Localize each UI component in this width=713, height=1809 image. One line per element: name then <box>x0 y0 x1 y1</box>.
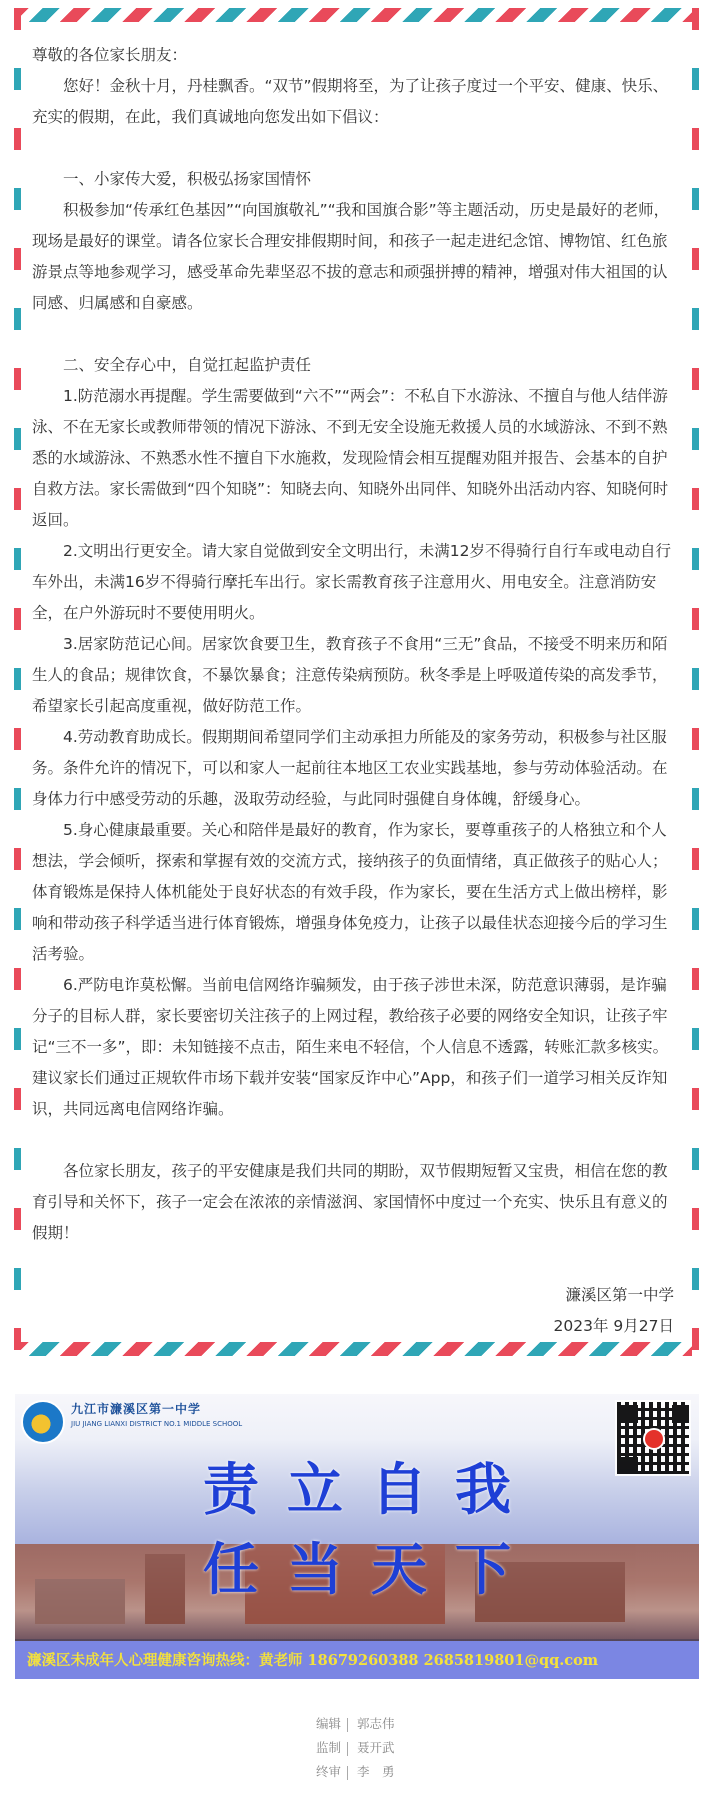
credit-row <box>0 1714 713 1738</box>
school-logo-icon <box>21 1400 65 1444</box>
greeting: 尊敬的各位家长朋友： <box>32 46 188 64</box>
intro-paragraph: 您好！金秋十月，丹桂飘香。“双节”假期将至，为了让孩子度过一个平安、健康、快乐、充实的假期，在此，我们真诚地向您发出如下倡议： <box>32 77 669 126</box>
slogan-line-2: 任当天下 <box>203 1537 539 1603</box>
spacer <box>32 319 680 350</box>
section-1-body: 积极参加“传承红色基因”“向国旗敬礼”“我和国旗合影”等主题活动，历史是最好的老师，现场是最好的课堂。请各位家长合理安排假期时间，和孩子一起走进纪念馆、博物馆、红色旅游景点等地参观学习，感受革命先辈坚忍不拔的意志和顽强拼搏的精神，增强对伟大祖国的认同感、归属感和自豪感。 <box>32 201 670 312</box>
spacer <box>32 1125 680 1156</box>
slogan-line-1: 责立自我 <box>203 1457 539 1523</box>
credit-name: 聂开武 <box>357 1740 395 1755</box>
letter-card <box>14 8 699 1356</box>
safety-item: 1.防范溺水再提醒。学生需要做到“六不”“两会”：不私自下水游泳、不擅自与他人结伴游泳、不在无家长或教师带领的情况下游泳、不到无安全设施无救援人员的水域游泳、不到不熟悉的水域游泳、不熟悉水性不擅自下水施救，发现险情会相互提醒劝阻并报告、会基本的自护自救方法。家长需做到“四个知晓”：知晓去向、知晓外出同伴、知晓外出活动内容、知晓何时返回。 <box>32 387 669 529</box>
airmail-border-top <box>14 8 699 22</box>
credit-name: 郭志伟 <box>357 1716 395 1731</box>
section-1-title: 一、小家传大爱，积极弘扬家国情怀 <box>63 170 312 188</box>
school-banner <box>15 1394 699 1679</box>
safety-item: 4.劳动教育助成长。假期期间希望同学们主动承担力所能及的家务劳动，积极参与社区服务。条件允许的情况下，可以和家人一起前往本地区工农业实践基地，参与劳动体验活动。在身体力行中感受劳动的乐趣，汲取劳动经验，与此同时强健自身体魄，舒缓身心。 <box>32 728 668 808</box>
school-name-en: JIU JIANG LIANXI DISTRICT NO.1 MIDDLE SCHOOL <box>71 1420 243 1428</box>
airmail-border-bottom <box>14 1342 699 1356</box>
spacer <box>32 133 680 164</box>
spacer <box>32 1249 680 1280</box>
school-name: 九江市濂溪区第一中学 <box>71 1402 202 1416</box>
signature: 濂溪区第一中学 <box>565 1286 674 1304</box>
credit-divider <box>347 1766 348 1780</box>
credit-name: 李 勇 <box>357 1764 395 1779</box>
building-shape <box>35 1579 125 1624</box>
airmail-border-left <box>14 8 21 1356</box>
safety-item: 3.居家防范记心间。居家饮食要卫生，教育孩子不食用“三无”食品，不接受不明来历和陌生人的食品；规律饮食，不暴饮暴食；注意传染病预防。秋冬季是上呼吸道传染的高发季节，希望家长引起高度重视，做好防范工作。 <box>32 635 668 715</box>
credit-divider <box>347 1718 348 1732</box>
letter-date: 2023年 9月27日 <box>553 1317 674 1335</box>
letter-content <box>32 40 680 1342</box>
credit-row <box>0 1762 713 1786</box>
safety-item: 5.身心健康最重要。关心和陪伴是最好的教育，作为家长，要尊重孩子的人格独立和个人想法，学会倾听，探索和掌握有效的交流方式，接纳孩子的负面情绪，真正做孩子的贴心人；体育锻炼是保持人体机能处于良好状态的有效手段，作为家长，要在生活方式上做出榜样，影响和带动孩子科学适当进行体育锻炼，增强身体免疫力，让孩子以最佳状态迎接今后的学习生活考验。 <box>32 821 668 963</box>
qr-logo-icon <box>643 1428 665 1450</box>
closing-paragraph: 各位家长朋友，孩子的平安健康是我们共同的期盼，双节假期短暂又宝贵，相信在您的教育引导和关怀下，孩子一定会在浓浓的亲情滋润、家国情怀中度过一个充实、快乐且有意义的假期！ <box>32 1162 668 1242</box>
credit-role: 监制 <box>315 1740 341 1755</box>
safety-item: 2.文明出行更安全。请大家自觉做到安全文明出行，未满12岁不得骑行自行车或电动自行车外出，未满16岁不得骑行摩托车出行。家长需教育孩子注意用火、用电安全。注意消防安全，在户外游玩时不要使用明火。 <box>32 542 672 622</box>
safety-item: 6.严防电诈莫松懈。当前电信网络诈骗频发，由于孩子涉世未深，防范意识薄弱，是诈骗分子的目标人群，家长要密切关注孩子的上网过程，教给孩子必要的网络安全知识，让孩子牢记“三不一多”，即：未知链接不点击，陌生来电不轻信，个人信息不透露，转账汇款多核实。建议家长们通过正规软件市场下载并安装“国家反诈中心”App，和孩子们一道学习相关反诈知识，共同远离电信网络诈骗。 <box>32 976 669 1118</box>
hotline-bar <box>15 1641 699 1679</box>
airmail-border-right <box>692 8 699 1356</box>
credit-row <box>0 1738 713 1762</box>
section-2-title: 二、安全存心中，自觉扛起监护责任 <box>63 356 312 374</box>
credit-divider <box>347 1742 348 1756</box>
credit-role: 编辑 <box>315 1716 341 1731</box>
credit-role: 终审 <box>315 1764 341 1779</box>
hotline-text: 濂溪区未成年人心理健康咨询热线：黄老师 18679260388 2685819801@qq.com <box>27 1652 599 1669</box>
building-shape <box>145 1554 185 1624</box>
